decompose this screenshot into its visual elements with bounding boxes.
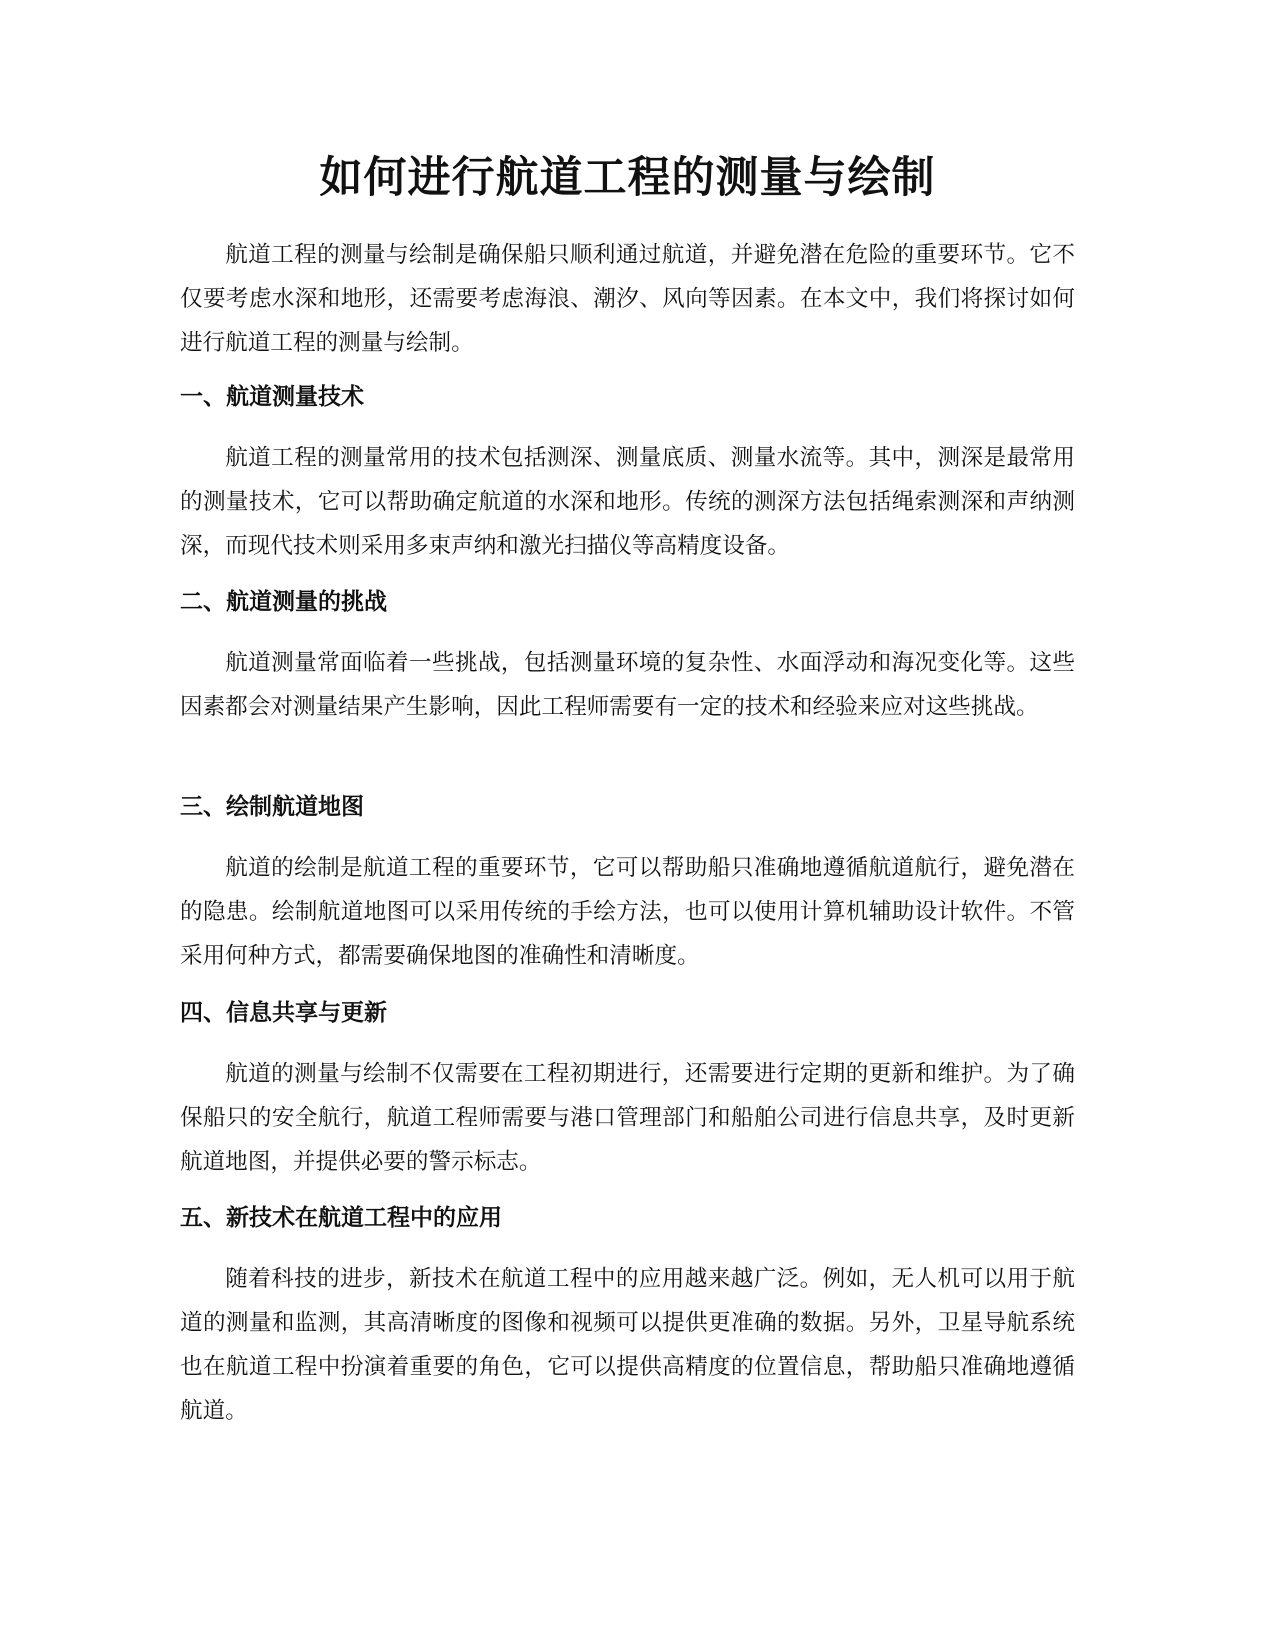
section-body-3: 航道的绘制是航道工程的重要环节，它可以帮助船只准确地遵循航道航行，避免潜在的隐患。绘制航道地图可以采用传统的手绘方法，也可以使用计算机辅助设计软件。不管采用何种方式，都需要确保地图的准确性和清晰度。 — [180, 855, 1075, 969]
section-body-1: 航道工程的测量常用的技术包括测深、测量底质、测量水流等。其中，测深是最常用的测量技术，它可以帮助确定航道的水深和地形。传统的测深方法包括绳索测深和声纳测深，而现代技术则采用多束声纳和激光扫描仪等高精度设备。 — [180, 445, 1075, 559]
document-page — [180, 0, 1075, 1650]
section-heading-3: 三、绘制航道地图 — [180, 794, 364, 820]
section-body-2: 航道测量常面临着一些挑战，包括测量环境的复杂性、水面浮动和海况变化等。这些因素都会对测量结果产生影响，因此工程师需要有一定的技术和经验来应对这些挑战。 — [180, 650, 1075, 720]
section-body-5: 随着科技的进步，新技术在航道工程中的应用越来越广泛。例如，无人机可以用于航道的测量和监测，其高清晰度的图像和视频可以提供更准确的数据。另外，卫星导航系统也在航道工程中扮演着重要的角色，它可以提供高精度的位置信息，帮助船只准确地遵循航道。 — [180, 1266, 1075, 1424]
section-heading-2: 二、航道测量的挑战 — [180, 589, 387, 615]
section-heading-4: 四、信息共享与更新 — [180, 1000, 387, 1026]
document-title: 如何进行航道工程的测量与绘制 — [319, 153, 936, 203]
section-body-4: 航道的测量与绘制不仅需要在工程初期进行，还需要进行定期的更新和维护。为了确保船只的安全航行，航道工程师需要与港口管理部门和船舶公司进行信息共享，及时更新航道地图，并提供必要的警示标志。 — [180, 1061, 1075, 1175]
intro-paragraph: 航道工程的测量与绘制是确保船只顺利通过航道，并避免潜在危险的重要环节。它不仅要考虑水深和地形，还需要考虑海浪、潮汐、风向等因素。在本文中，我们将探讨如何进行航道工程的测量与绘制。 — [180, 242, 1075, 356]
section-heading-5: 五、新技术在航道工程中的应用 — [180, 1205, 502, 1231]
section-heading-1: 一、航道测量技术 — [180, 384, 364, 410]
